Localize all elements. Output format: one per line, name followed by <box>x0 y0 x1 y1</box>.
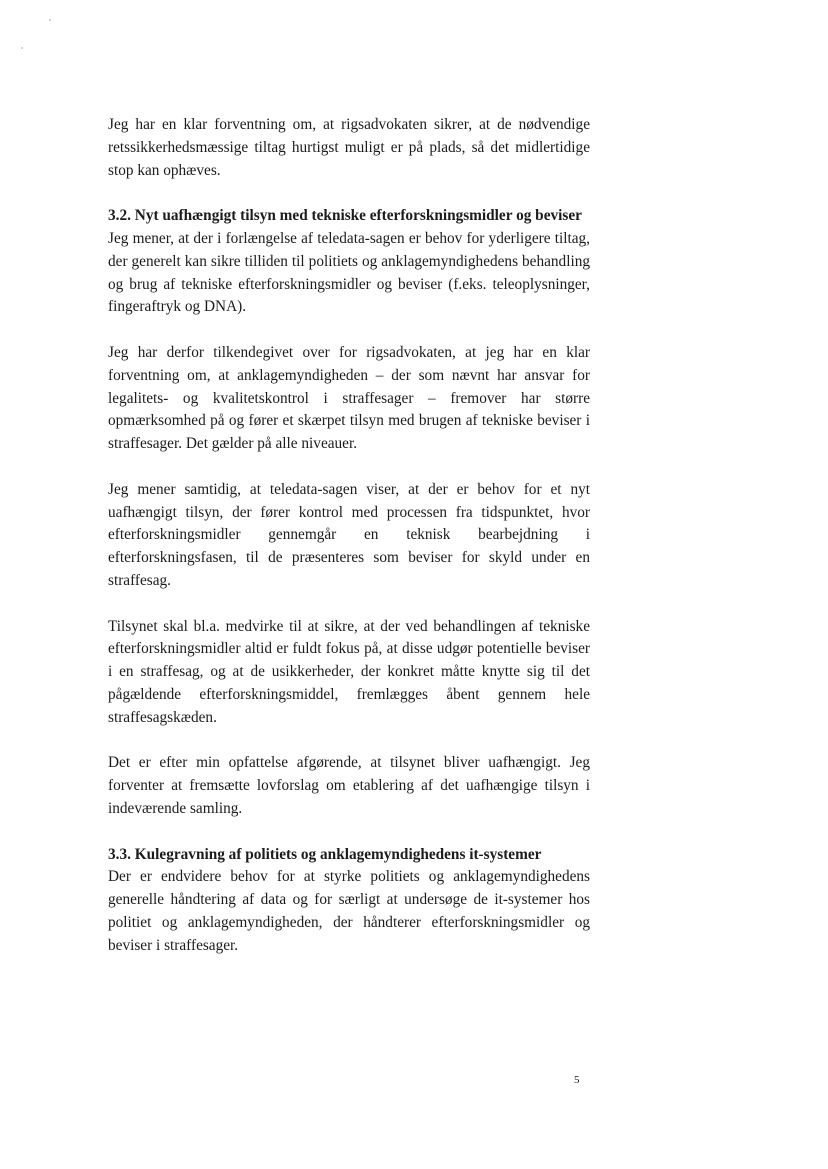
paragraph-intro: Jeg har en klar forventning om, at rigsadvokaten sikrer, at de nødvendige retssikkerhedsmæssige tiltag hurtigst muligt er på plads, så det midlertidige stop kan ophæves. <box>108 116 590 179</box>
section-3-2-paragraph: Det er efter min opfattelse afgørende, at tilsynet bliver uafhængigt. Jeg forventer at fremsætte lovforslag om etablering af det uafhængige tilsyn i indeværende samling. <box>108 754 590 817</box>
section-3-2-paragraph: Jeg har derfor tilkendegivet over for rigsadvokaten, at jeg har en klar forventning om, at anklagemyndigheden – der som nævnt har ansvar for legalitets- og kvalitetskontrol i straffesager – fremover har større opmærksomhed på og fører et skærpet tilsyn med brugen af tekniske beviser i straffesager. Det gælder på alle niveauer. <box>108 343 590 453</box>
section-heading-3-2: 3.2. Nyt uafhængigt tilsyn med tekniske efterforskningsmidler og beviser <box>108 207 582 225</box>
section-3-2-paragraph: Jeg mener samtidig, at teledata-sagen viser, at der er behov for et nyt uafhængigt tilsyn, der fører kontrol med processen fra tidspunktet, hvor efterforskningsmidler gennemgår en teknisk bearbejdning i efterforskningsfasen, til de præsenteres som beviser for skyld under en straffesag. <box>108 480 590 589</box>
section-heading-3-3: 3.3. Kulegravning af politiets og anklagemyndighedens it-systemer <box>108 845 542 863</box>
section-3-2-paragraph: Jeg mener, at der i forlængelse af teledata-sagen er behov for yderligere tiltag, der generelt kan sikre tilliden til politiets og anklagemyndighedens behandling og brug af tekniske efterforskningsmidler og beviser (f.eks. teleoplysninger, fingeraftryk og DNA). <box>108 229 590 316</box>
document-body <box>108 114 590 957</box>
scan-speck <box>21 47 23 49</box>
section-3-3-paragraph: Der er endvidere behov for at styrke politiets og anklagemyndighedens generelle håndtering af data og for særligt at undersøge de it-systemer hos politiet og anklagemyndigheden, der håndterer efterforskningsmidler og beviser i straffesager. <box>108 868 590 954</box>
page-number: 5 <box>574 1074 580 1086</box>
scan-speck <box>49 19 51 21</box>
section-3-2-paragraph: Tilsynet skal bl.a. medvirke til at sikre, at der ved behandlingen af tekniske efterforskningsmidler altid er fuldt fokus på, at disse udgør potentielle beviser i en straffesag, og at de usikkerheder, der konkret måtte knytte sig til det pågældende efterforskningsmiddel, fremlægges åbent gennem hele straffesagskæden. <box>108 617 590 726</box>
